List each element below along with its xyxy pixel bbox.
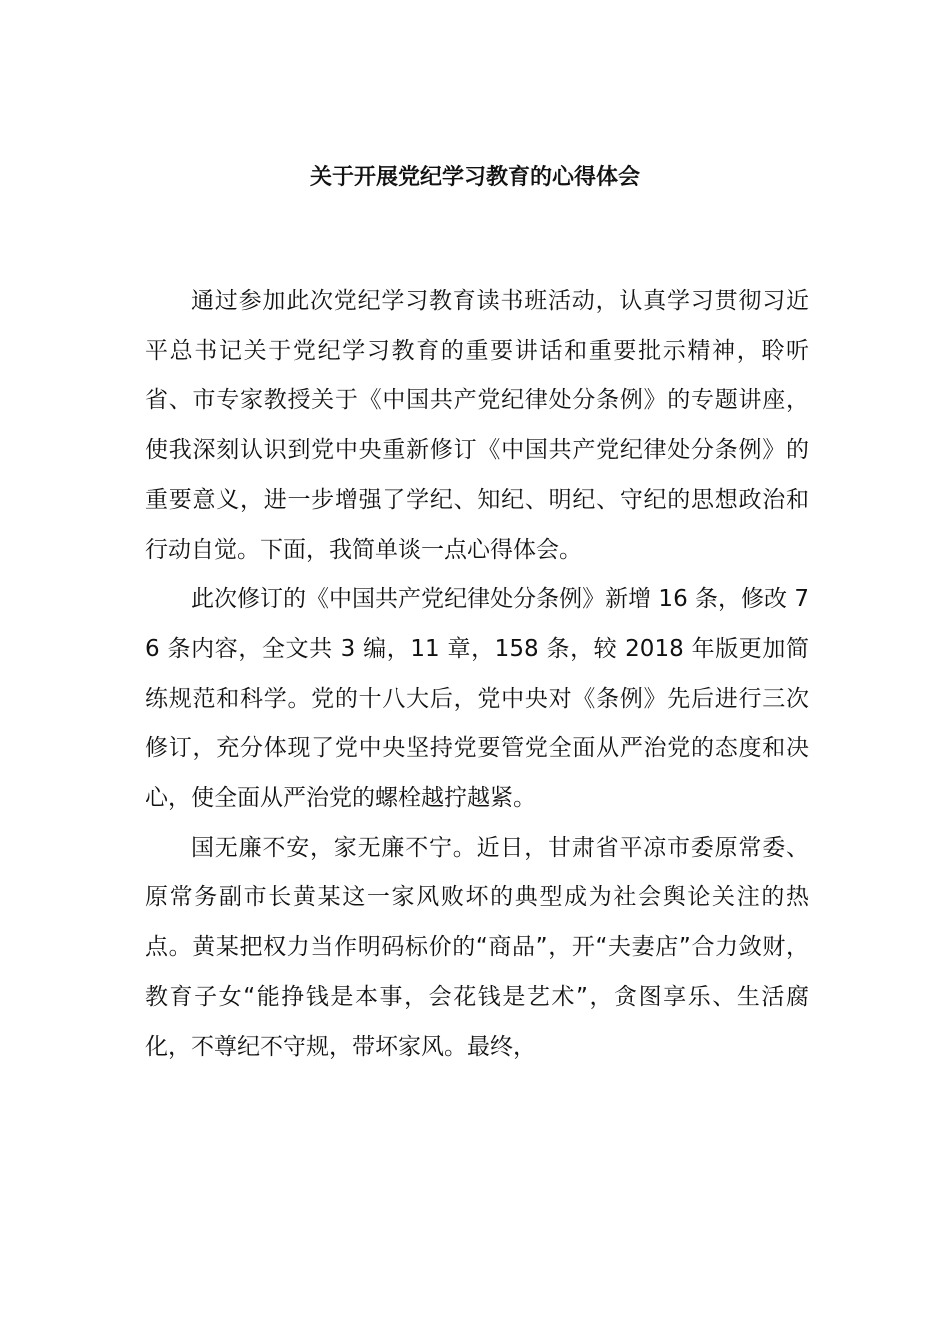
document-body [145, 277, 809, 1072]
document-title: 关于开展党纪学习教育的心得体会 [309, 165, 640, 190]
paragraph-3: 国无廉不安，家无廉不宁。近日，甘肃省平凉市委原常委、原常务副市长黄某这一家风败坏的典型成为社会舆论关注的热点。黄某把权力当作明码标价的“商品”，开“夫妻店”合力敛财，教育子女“能挣钱是本事，会花钱是艺术”，贪图享乐、生活腐化，不尊纪不守规，带坏家风。最终， [145, 834, 809, 1060]
paragraph-1: 通过参加此次党纪学习教育读书班活动，认真学习贯彻习近平总书记关于党纪学习教育的重要讲话和重要批示精神，聆听省、市专家教授关于《中国共产党纪律处分条例》的专题讲座，使我深刻认识到党中央重新修订《中国共产党纪律处分条例》的重要意义，进一步增强了学纪、知纪、明纪、守纪的思想政治和行动自觉。下面，我简单谈一点心得体会。 [145, 288, 809, 563]
paragraph-2: 此次修订的《中国共产党纪律处分条例》新增 16 条，修改 76 条内容，全文共 3 编，11 章，158 条，较 2018 年版更加简练规范和科学。党的十八大后，党中央对《条例》先后进行三次修订，充分体现了党中央坚持党要管党全面从严治党的态度和决心，使全面从严治党的螺栓越拧越紧。 [145, 586, 809, 812]
